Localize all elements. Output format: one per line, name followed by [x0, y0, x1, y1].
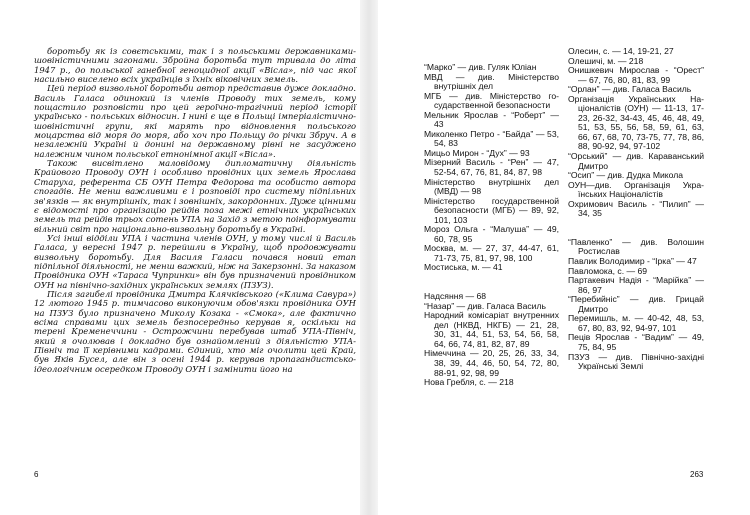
index-entry: “Осип” — див. Дудка Микола: [568, 170, 684, 181]
index-entry: Надсяння — 68: [424, 291, 487, 302]
index-entry: “Павленко” — див. Волошин Ростислав: [568, 236, 704, 257]
index-entry: Мицьо Мирон - “Дух” — 93: [424, 147, 530, 158]
index-entry: Організація Українських Націоналістів (ОУН) — 11-13, 17-23, 26-32, 34-43, 45, 46, 48, 49, 51, 53, 55, 56, 58, 59, 61, 63, 66, 67, 68, 70, 73-75, 77, 78, 86, 88, 90-92, 94, 97-102: [568, 93, 704, 152]
index-entry: Міністерство внутрішніх дел (МВД) — 98: [424, 176, 559, 197]
index-entry: ОУН—див. Організація Українських Націоналістів: [568, 179, 704, 200]
index-entry: Олесин, с. — 14, 19-21, 27: [568, 46, 674, 56]
index-entry: Павломока, с. — 69: [568, 265, 648, 276]
index-entry: ПЗУЗ — див. Північно-західні Українські Землі: [568, 351, 704, 372]
paragraph: Також висвітлено маловідому дипломатичну діяльність Крайового Проводу ОУН і особливо провідних цих земель Ярослава Старуха, референта СБ ОУН Петра Федорова та особисто автора спогадів. Не менш важливими є і розповіді про систему підпільних зв'язків — як внутрішніх, так і зовнішніх, закордонних. Дуже цінними є відомості про організацію рейдів поза межі етнічних українських земель та рейдів трьох сотень УПА на Захід з метою поінформувати вільний світ про національно-визвольну боротьбу в Україні.: [34, 158, 356, 234]
index-entry: Олешичі, м. — 218: [568, 55, 644, 66]
index-entry: “Орлан” — див. Галаса Василь: [568, 84, 692, 95]
index-entry: Пеців Ярослав - “Вадим” — 49, 75, 84, 95: [568, 332, 704, 352]
paragraph: боротьбу як із совєтськими, так і з польськими державниками-шовіністичними загонами. Збройна боротьба тут тривала до літа 1947 р., до польської ганебної геноцидної акції «Вісла», під час якої насильно виселено всіх українців з їхніх віковічних земель.: [34, 46, 356, 85]
index-entry: Охримович Василь - “Пилип” — 34, 35: [568, 198, 704, 219]
right-page: [378, 0, 750, 515]
index-entry: Миколенко Петро - “Байда” — 53, 54, 83: [424, 128, 559, 149]
index-entry: МВД — див. Міністерство внутрішніх дел: [424, 71, 559, 92]
index-entry: Перемишль, м. — 40-42, 48, 53, 67, 80, 83, 92, 94-97, 101: [568, 313, 704, 333]
index-gap: [424, 273, 559, 283]
index-column-right: [568, 47, 704, 372]
index-entry: Онишкевич Мирослав - “Орест” — 67, 76, 80, 81, 83, 99: [568, 65, 704, 85]
index-entry: Німеччина — 20, 25, 26, 33, 34, 38, 39, 44, 46, 50, 54, 72, 80, 88-91, 92, 98, 99: [424, 348, 559, 378]
paragraph: Цей період визвольної боротьби автор представив дуже докладно. Василь Галаса одинокий із членів Проводу тих земель, кому пощастило розповісти про цей героїчно-трагічний період історії українсько - польських відносин. І нині є ще в Польщі імперіалістично-шовіністичні групи, які марять про відновлення польського моцарства від моря до моря, або хоч про Польщу до річки Збруч. А в незалежній Україні й донині на державному рівні не засуджено належним чином польської етнонімної акції «Вісла».: [34, 83, 356, 159]
index-gap: [568, 219, 704, 229]
index-entry: “Назар” — див. Галаса Василь: [424, 300, 546, 311]
index-entry: Павлик Володимир - “Ірка” — 47: [568, 256, 697, 267]
index-entry: Нова Гребля, с. — 218: [424, 377, 514, 388]
index-entry: Міністерство государственной безопасности (МГБ) — 89, 92, 101, 103: [424, 195, 559, 225]
left-body-text: [34, 47, 356, 374]
index-entry: “Перебийніс” — див. Грицай Дмитро: [568, 294, 704, 314]
book-gutter: [360, 0, 378, 515]
index-entry: Народний комісаріат внутренних дел (НКВД, НКГБ) — 21, 28, 30, 31, 44, 51, 53, 54, 56, 58, 64, 66, 74, 81, 82, 87, 89: [424, 310, 559, 349]
index-entry: Партакевич Надія - “Марійка” — 86, 97: [568, 275, 704, 295]
index-column-left: [424, 63, 559, 388]
index-entry: “Марко” — див. Гуляк Юліан: [424, 62, 537, 72]
index-entry: Мізерний Василь - “Рен” — 47, 52-54, 67, 76, 81, 84, 87, 98: [424, 157, 559, 178]
right-page-number: 263: [690, 470, 704, 479]
index-entry: Мельник Ярослав - “Роберт” — 43: [424, 109, 559, 130]
left-page: [0, 0, 360, 515]
index-entry: Москва, м. — 27, 37, 44-47, 61, 71-73, 75, 81, 97, 98, 100: [424, 243, 559, 263]
index-entry: Мороз Ольга - “Малуша” — 49, 60, 78, 95: [424, 224, 559, 244]
paragraph: Усі інші відділи УПА і частина членів ОУН, у тому числі й Василь Галаса, у вересні 1947 р. перейшли в Україну, щоб продовжувати визвольну боротьбу. Для Василя Галаси почався новий етап підпільної діяльності, не менш важкий, ніж на Закерзонні. За наказом Провідника ОУН «Тараса Чупринки» він був призначений провідником ОУН на північно-західних українських землях (ПЗУЗ).: [34, 232, 356, 290]
index-entry: МГБ — див. Міністерство государственной безопасности: [424, 90, 559, 111]
index-entry: Мостиська, м. — 41: [424, 262, 503, 273]
index-entry: “Орський” — див. Караванський Дмитро: [568, 151, 704, 171]
paragraph: Після загибелі провідника Дмитра Клячківського («Клима Савура») 12 лютого 1945 р. тимчасово виконуючим обов'язки провідника ОУН на ПЗУЗ було призначено Миколу Козака - «Смока», але фактично всіма справами цих земель безпосередньо керував я, оскільки на терені Кременеччини - Острожчини перебував штаб УПА-Північ, який я очолював і докладно був ознайомлений з діяльністю УПА-Північ та її керівними кадрами. Єдиний, хто міг очолити цей Край, був Яків Бусел, але він з осені 1944 р. керував пропагандистсько-ідеологічним осередком Проводу ОУН і замінити його на: [34, 288, 356, 374]
left-page-number: 6: [34, 470, 39, 479]
